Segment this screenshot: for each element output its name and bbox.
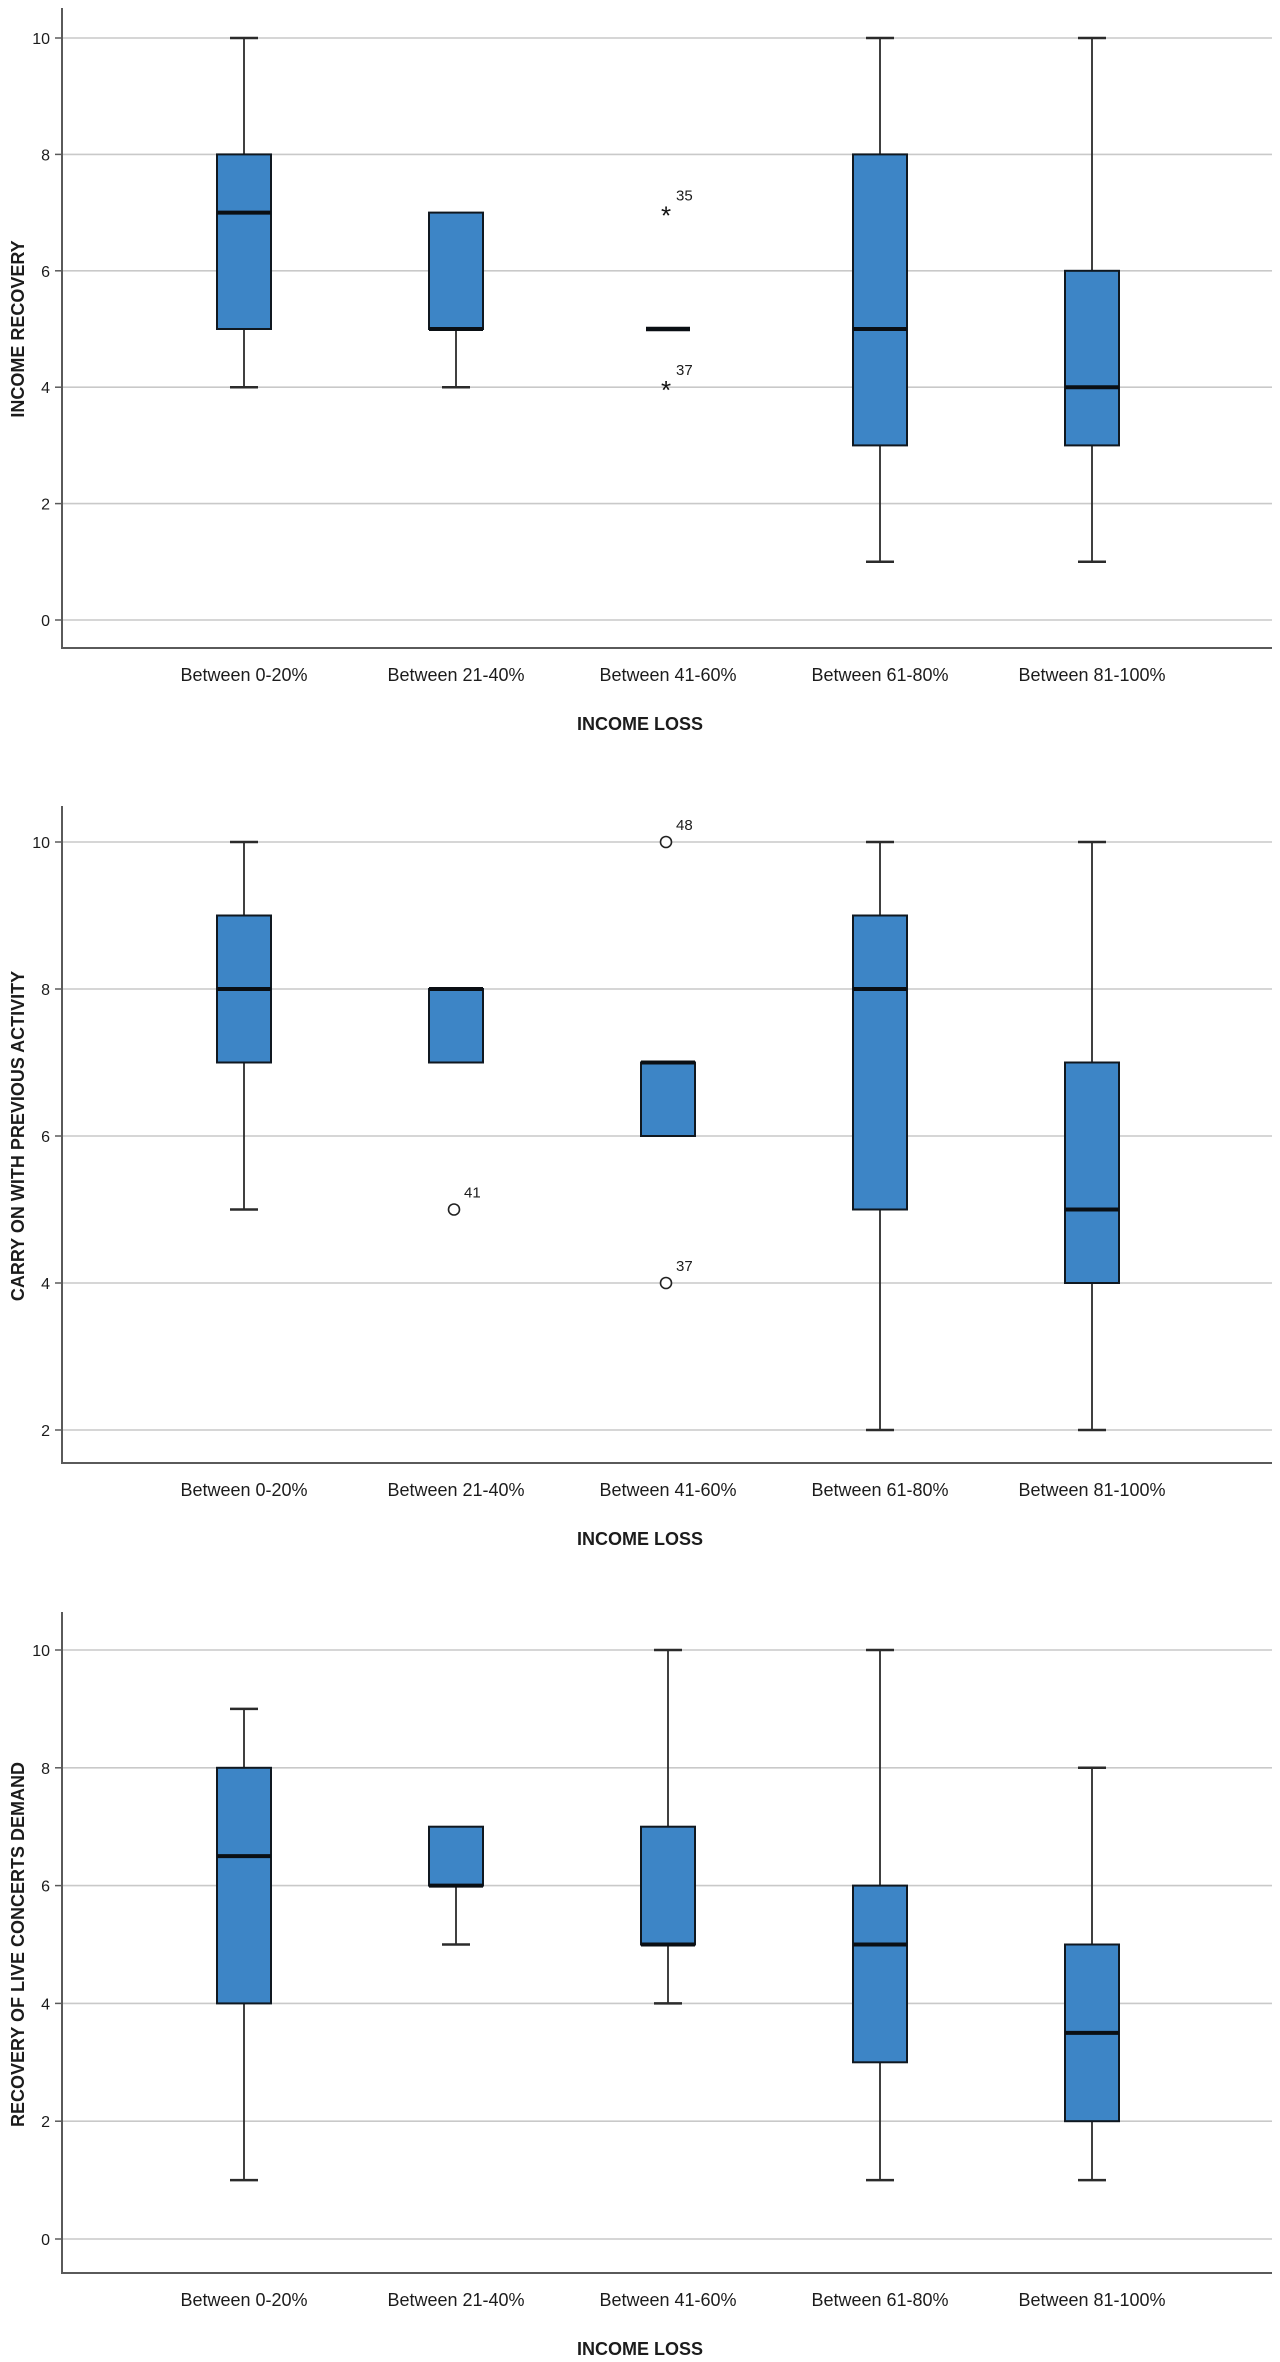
outlier-case-label: 48 bbox=[676, 817, 693, 834]
box bbox=[217, 1768, 271, 2004]
box bbox=[429, 213, 483, 329]
extreme-asterisk-marker: * bbox=[660, 200, 672, 231]
y-tick-label: 10 bbox=[32, 1643, 50, 1660]
x-category-label: Between 81-100% bbox=[1018, 665, 1166, 685]
x-axis-title: INCOME LOSS bbox=[576, 1529, 704, 1549]
y-tick-label: 10 bbox=[32, 835, 50, 852]
x-category-label: Between 81-100% bbox=[1018, 1480, 1166, 1500]
y-tick-label: 10 bbox=[32, 31, 50, 48]
box bbox=[853, 916, 907, 1210]
box bbox=[1065, 1063, 1119, 1284]
y-tick-label: 8 bbox=[41, 147, 50, 165]
outlier-case-label: 37 bbox=[676, 362, 693, 380]
outlier-case-label: 37 bbox=[676, 1258, 693, 1275]
box bbox=[853, 1886, 907, 2063]
y-axis-title: CARRY ON WITH PREVIOUS ACTIVITY bbox=[8, 970, 28, 1302]
box bbox=[641, 1827, 695, 1945]
y-tick-label: 2 bbox=[41, 2114, 50, 2132]
x-axis-title: INCOME LOSS bbox=[576, 2339, 704, 2359]
y-axis-title: RECOVERY OF LIVE CONCERTS DEMAND bbox=[8, 1761, 28, 2128]
box bbox=[853, 154, 907, 445]
outlier-circle-marker bbox=[661, 1278, 672, 1289]
box bbox=[1065, 271, 1119, 446]
outlier-case-label: 35 bbox=[676, 187, 693, 205]
outlier-circle-marker bbox=[661, 837, 672, 848]
box bbox=[429, 1827, 483, 1886]
x-axis-title: INCOME LOSS bbox=[576, 714, 704, 734]
box bbox=[429, 989, 483, 1063]
x-category-label: Between 21-40% bbox=[387, 2290, 525, 2310]
y-tick-label: 4 bbox=[41, 1276, 50, 1293]
y-tick-label: 4 bbox=[41, 380, 50, 398]
x-category-label: Between 0-20% bbox=[180, 1480, 308, 1500]
y-tick-label: 2 bbox=[41, 1423, 50, 1440]
x-category-label: Between 41-60% bbox=[599, 1480, 737, 1500]
x-category-label: Between 0-20% bbox=[180, 2290, 308, 2310]
box bbox=[641, 1063, 695, 1137]
y-tick-label: 8 bbox=[41, 982, 50, 999]
y-tick-label: 4 bbox=[41, 1996, 50, 2014]
y-tick-label: 6 bbox=[41, 1129, 50, 1146]
x-category-label: Between 0-20% bbox=[180, 665, 308, 685]
y-axis-title: INCOME RECOVERY bbox=[8, 240, 28, 418]
y-tick-label: 6 bbox=[41, 263, 50, 281]
x-category-label: Between 61-80% bbox=[811, 1480, 949, 1500]
extreme-asterisk-marker: * bbox=[660, 375, 672, 406]
x-category-label: Between 21-40% bbox=[387, 665, 525, 685]
y-tick-label: 6 bbox=[41, 1878, 50, 1896]
x-category-label: Between 81-100% bbox=[1018, 2290, 1166, 2310]
outlier-case-label: 41 bbox=[464, 1184, 481, 1202]
y-tick-label: 0 bbox=[41, 2232, 50, 2249]
x-category-label: Between 61-80% bbox=[811, 2290, 949, 2310]
x-category-label: Between 41-60% bbox=[599, 2290, 737, 2310]
x-category-label: Between 61-80% bbox=[811, 665, 949, 685]
y-tick-label: 8 bbox=[41, 1760, 50, 1778]
x-category-label: Between 41-60% bbox=[599, 665, 737, 685]
y-tick-label: 2 bbox=[41, 496, 50, 514]
y-tick-label: 0 bbox=[41, 613, 50, 630]
x-category-label: Between 21-40% bbox=[387, 1480, 525, 1500]
outlier-circle-marker bbox=[449, 1204, 460, 1215]
box bbox=[217, 154, 271, 329]
